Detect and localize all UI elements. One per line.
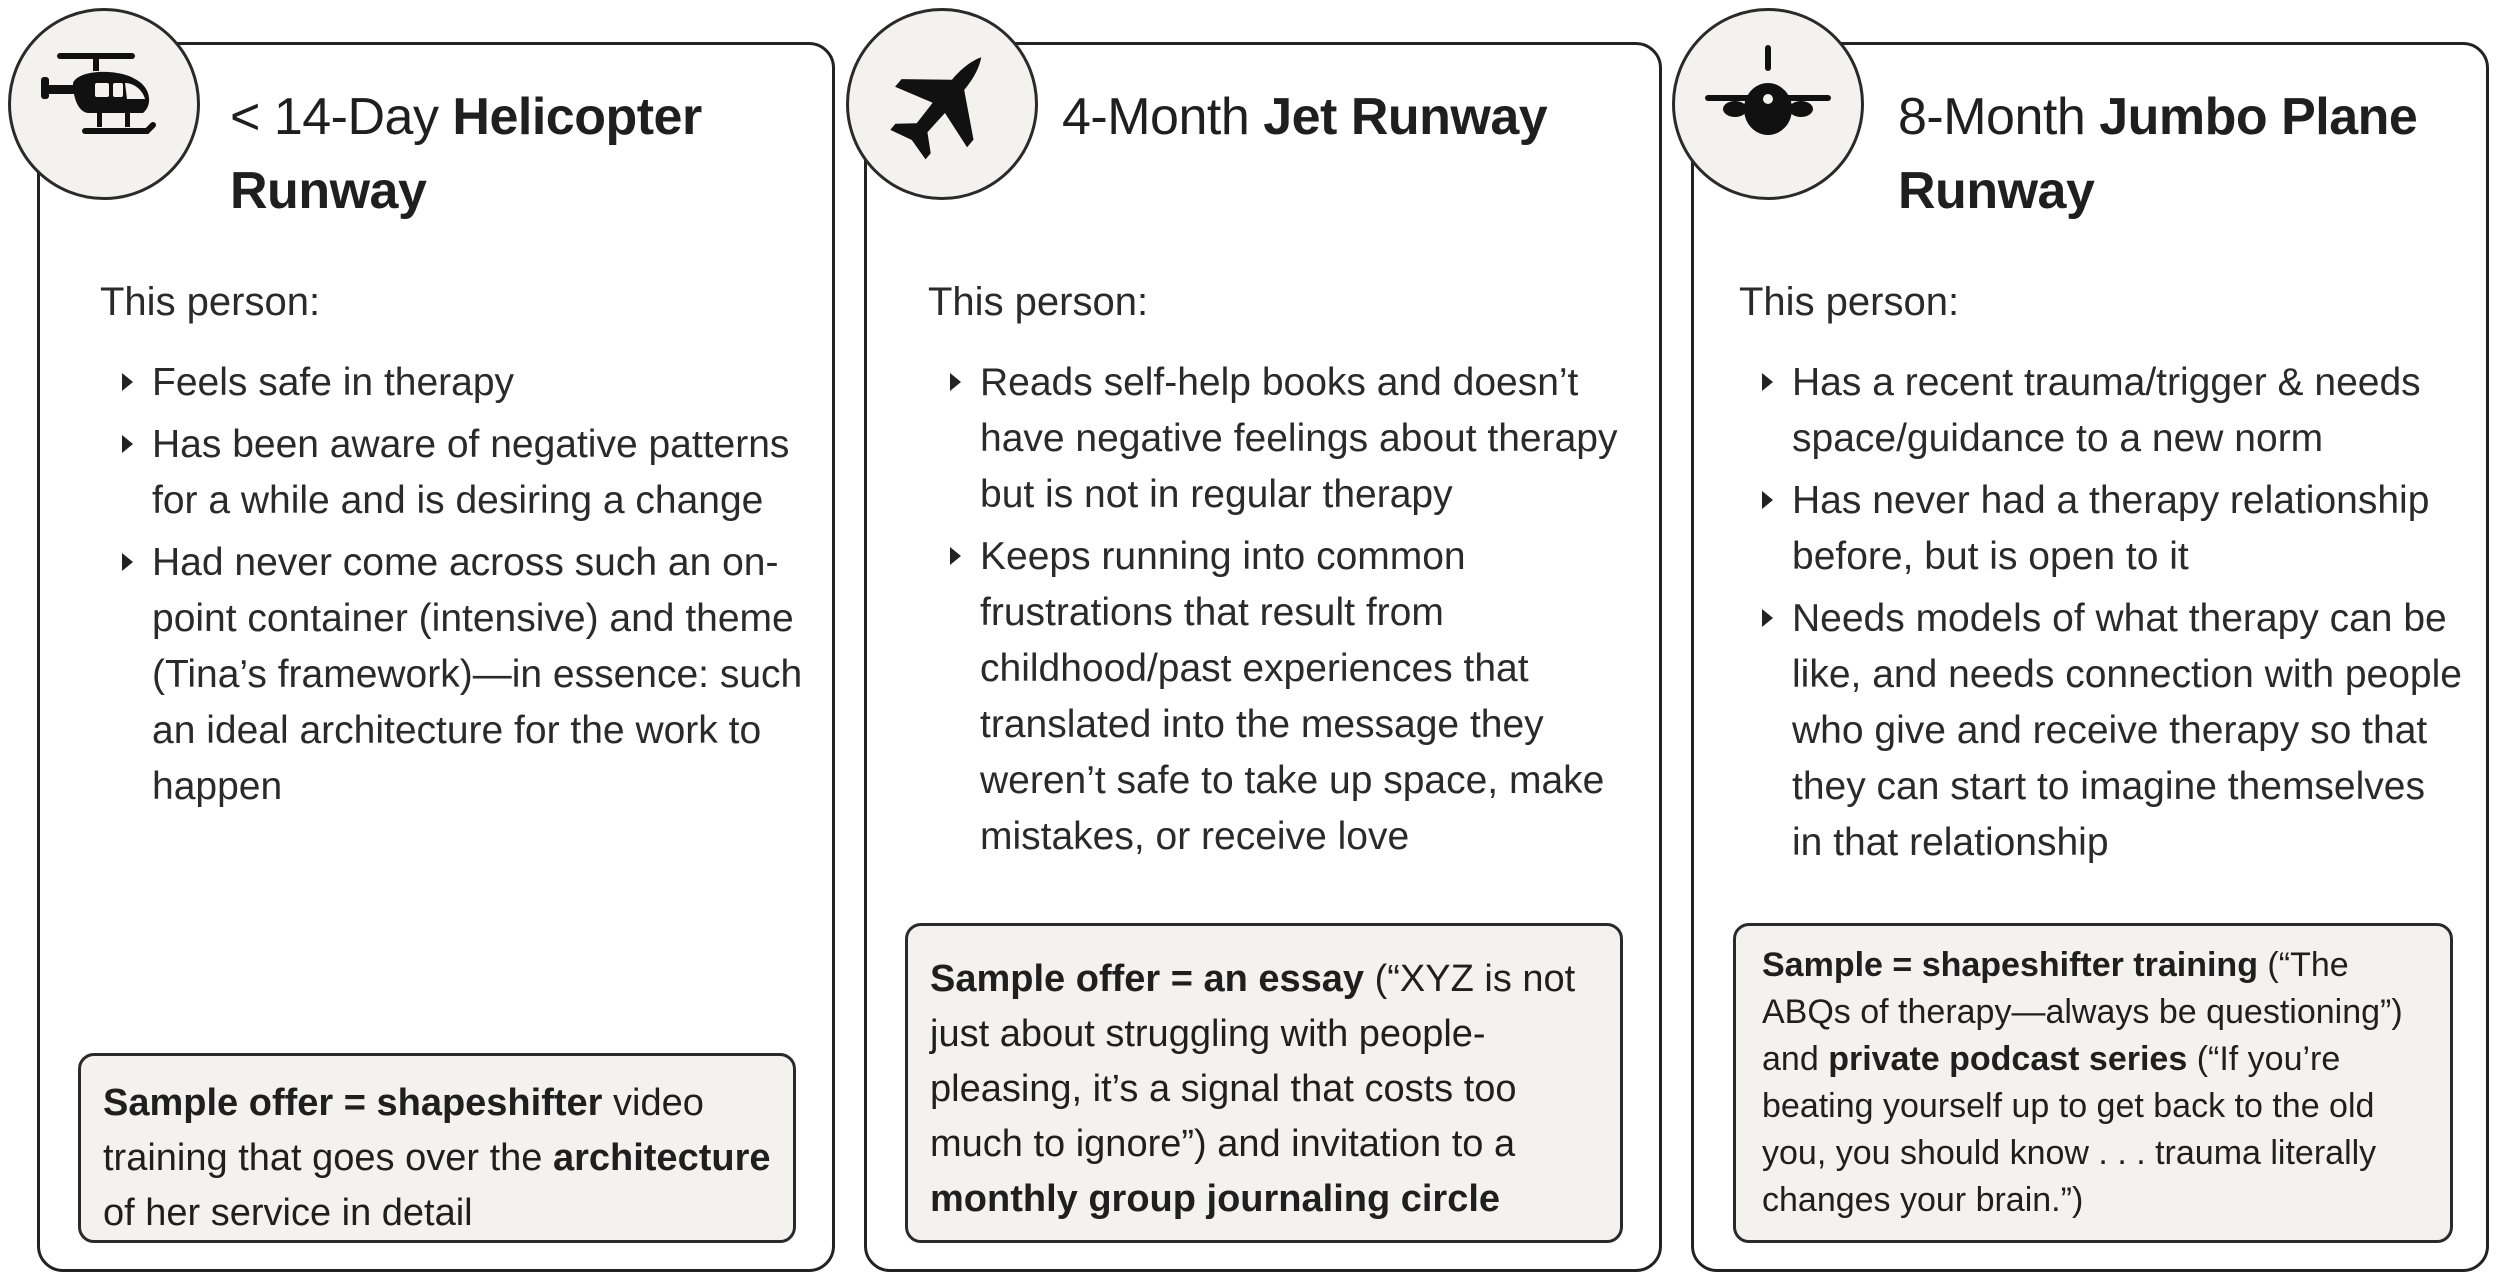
list-item xyxy=(122,535,812,815)
list-item-text: Needs models of what therapy can be like, and needs connection with people who give and receive therapy so that they can start to imagine themselves in that relationship xyxy=(1792,597,2462,864)
jumbo-plane-badge xyxy=(1672,8,1864,200)
triangle-bullet-icon xyxy=(1762,491,1773,509)
jumbo-plane-runway-title xyxy=(1898,80,2458,228)
triangle-bullet-icon xyxy=(1762,373,1773,391)
sample-offer-box xyxy=(78,1053,796,1243)
offer-text: of her service in detail xyxy=(103,1192,473,1234)
card-intro: This person: xyxy=(100,280,321,324)
triangle-bullet-icon xyxy=(122,553,133,571)
list-item-text: Had never come across such an on-point container (intensive) and theme (Tina’s framework)—in essence: such an ideal architecture for the work to happen xyxy=(152,541,803,808)
title-bold: Jet Runway xyxy=(1263,88,1548,146)
jet-bullet-list xyxy=(950,355,1650,871)
offer-text: (“The ABQs of therapy—always be questioning”) and xyxy=(1762,946,2403,1078)
offer-bold-text: Sample offer = shapeshifter xyxy=(103,1082,603,1124)
offer-bold-text: private podcast series xyxy=(1828,1040,2188,1078)
helicopter-badge xyxy=(8,8,200,200)
sample-offer-box xyxy=(905,923,1623,1243)
list-item-text: Has never had a therapy relationship before, but is open to it xyxy=(1792,479,2430,578)
offer-text: video training that goes over the xyxy=(103,1082,704,1179)
triangle-bullet-icon xyxy=(950,373,961,391)
list-item xyxy=(122,355,812,411)
list-item xyxy=(950,355,1650,523)
jet-runway-title xyxy=(1062,80,1622,154)
helicopter-runway-title xyxy=(230,80,790,228)
list-item-text: Feels safe in therapy xyxy=(152,361,515,404)
offer-text: (“If you’re beating yourself up to get back to the old you, you should know . . . trauma literally changes your brain.”) xyxy=(1762,1040,2377,1219)
list-item-text: Keeps running into common frustrations that result from childhood/past experiences that translated into the message they weren’t safe to take up space, make mistakes, or receive love xyxy=(980,535,1605,858)
offer-bold-text: Sample = shapeshifter training xyxy=(1762,946,2258,984)
sample-offer-box xyxy=(1733,923,2453,1243)
list-item-text: Reads self-help books and doesn’t have negative feelings about therapy but is not in regular therapy xyxy=(980,361,1618,516)
list-item xyxy=(1762,355,2462,467)
title-bold: Jumbo Plane Runway xyxy=(1898,88,2418,220)
helicopter-icon xyxy=(39,39,169,169)
jumbo-plane-bullet-list xyxy=(1762,355,2462,877)
triangle-bullet-icon xyxy=(122,373,133,391)
title-bold: Helicopter Runway xyxy=(230,88,702,220)
list-item-text: Has a recent trauma/trigger & needs space/guidance to a new norm xyxy=(1792,361,2421,460)
list-item xyxy=(1762,473,2462,585)
fighter-jet-badge xyxy=(846,8,1038,200)
triangle-bullet-icon xyxy=(1762,609,1773,627)
fighter-jet-icon xyxy=(877,39,1007,169)
triangle-bullet-icon xyxy=(950,547,961,565)
jumbo-plane-icon xyxy=(1703,39,1833,169)
offer-bold-text: Sample offer = an essay xyxy=(930,958,1365,1000)
card-intro: This person: xyxy=(928,280,1149,324)
list-item-text: Has been aware of negative patterns for a while and is desiring a change xyxy=(152,423,790,522)
offer-bold-text: monthly group journaling circle xyxy=(930,1178,1501,1220)
offer-text: (“XYZ is not just about struggling with people-pleasing, it’s a signal that costs too much to ignore”) and invitation to a xyxy=(930,958,1576,1165)
card-intro: This person: xyxy=(1739,280,1960,324)
title-prefix: < 14-Day xyxy=(230,88,439,146)
list-item xyxy=(1762,591,2462,871)
list-item xyxy=(950,529,1650,865)
offer-bold-text: architecture xyxy=(552,1137,771,1179)
list-item xyxy=(122,417,812,529)
title-prefix: 8-Month xyxy=(1898,88,2086,146)
triangle-bullet-icon xyxy=(122,435,133,453)
helicopter-bullet-list xyxy=(122,355,812,821)
title-prefix: 4-Month xyxy=(1062,88,1250,146)
